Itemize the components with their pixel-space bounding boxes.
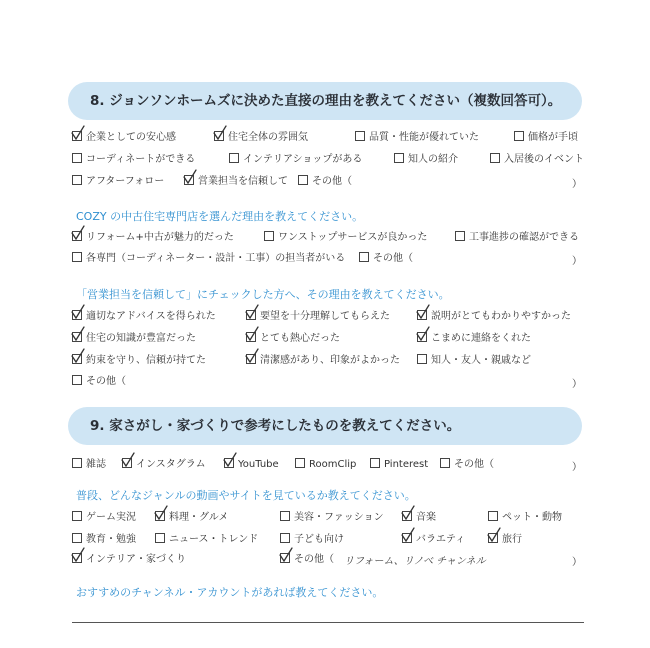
option-biyo[interactable] — [280, 511, 384, 524]
question-recommend: おすすめのチャンネル・アカウントがあれば教えてください。 — [76, 586, 384, 599]
option-label: その他（ — [294, 554, 334, 565]
option-label: 旅行 — [502, 534, 522, 545]
option-chijin[interactable] — [394, 153, 458, 166]
answer-line — [72, 622, 584, 623]
option-seiketsu[interactable] — [246, 354, 400, 367]
check-mark-icon — [70, 547, 86, 563]
checkbox[interactable] — [72, 375, 82, 385]
checkbox[interactable] — [246, 310, 256, 320]
option-ongaku[interactable] — [402, 511, 436, 524]
check-mark-icon — [415, 304, 431, 320]
option-pinterest[interactable] — [370, 458, 428, 471]
checkbox[interactable] — [417, 310, 427, 320]
option-label: RoomClip — [309, 459, 357, 470]
option-other[interactable] — [359, 252, 413, 265]
option-ryoko[interactable] — [488, 533, 522, 546]
option-interior[interactable] — [72, 553, 186, 566]
option-label: 入居後のイベント — [504, 154, 584, 165]
checkbox[interactable] — [224, 458, 234, 468]
question-cozy: COZY の中古住宅専門店を選んだ理由を教えてください。 — [76, 210, 364, 223]
option-label: 知人・友人・親戚など — [431, 355, 531, 366]
option-hinshitsu[interactable] — [355, 131, 479, 144]
option-label: ニュース・トレンド — [169, 534, 259, 545]
checkbox[interactable] — [359, 252, 369, 262]
checkbox[interactable] — [417, 354, 427, 364]
check-mark-icon — [120, 452, 136, 468]
checkbox[interactable] — [264, 231, 274, 241]
check-mark-icon — [182, 169, 198, 185]
option-label: 約束を守り、信頼が持てた — [86, 355, 206, 366]
checkbox[interactable] — [402, 533, 412, 543]
checkbox[interactable] — [122, 458, 132, 468]
check-mark-icon — [400, 527, 416, 543]
check-mark-icon — [70, 125, 86, 141]
check-mark-icon — [415, 326, 431, 342]
option-event[interactable] — [490, 153, 584, 166]
checkbox[interactable] — [72, 175, 82, 185]
question-sales: 「営業担当を信頼して」にチェックした方へ、その理由を教えてください。 — [76, 288, 450, 301]
option-label: その他（ — [373, 253, 413, 264]
checkbox[interactable] — [246, 354, 256, 364]
option-label: その他（ — [454, 459, 494, 470]
checkbox[interactable] — [394, 153, 404, 163]
option-label: 知人の紹介 — [408, 154, 458, 165]
option-advice[interactable] — [72, 310, 216, 323]
option-yobo[interactable] — [246, 310, 390, 323]
checkbox[interactable] — [440, 458, 450, 468]
check-mark-icon — [70, 348, 86, 364]
checkbox[interactable] — [402, 511, 412, 521]
checkbox[interactable] — [370, 458, 380, 468]
checkbox[interactable] — [72, 252, 82, 262]
option-variety[interactable] — [402, 533, 465, 546]
check-mark-icon — [70, 326, 86, 342]
option-fun-iki[interactable] — [214, 131, 308, 144]
check-mark-icon — [70, 225, 86, 241]
option-label: Pinterest — [384, 459, 429, 470]
checkbox[interactable] — [488, 511, 498, 521]
checkbox[interactable] — [72, 153, 82, 163]
check-mark-icon — [400, 505, 416, 521]
option-reform-chuko[interactable] — [72, 231, 234, 244]
check-mark-icon — [244, 326, 260, 342]
option-label: 子ども向け — [294, 534, 344, 545]
check-mark-icon — [486, 527, 502, 543]
option-other[interactable] — [298, 175, 352, 188]
option-kodomo[interactable] — [280, 533, 344, 546]
checkbox[interactable] — [72, 231, 82, 241]
option-label: 工事進捗の確認ができる — [469, 232, 579, 243]
checkbox[interactable] — [72, 354, 82, 364]
checkbox[interactable] — [280, 533, 290, 543]
option-other[interactable] — [440, 458, 494, 471]
checkbox[interactable] — [155, 533, 165, 543]
option-anshinkan[interactable] — [72, 131, 176, 144]
option-label: コーディネートができる — [86, 154, 196, 165]
option-label: 企業としての安心感 — [86, 132, 176, 143]
check-mark-icon — [222, 452, 238, 468]
other-close-paren: ） — [572, 256, 582, 267]
option-label: インテリアショップがある — [243, 154, 363, 165]
option-coordinate[interactable] — [72, 153, 195, 166]
option-label: こまめに連絡をくれた — [431, 333, 531, 344]
checkbox[interactable] — [229, 153, 239, 163]
option-label: ワンストップサービスが良かった — [278, 232, 428, 243]
option-other[interactable] — [72, 375, 126, 388]
option-label: 美容・ファッション — [294, 512, 384, 523]
checkbox[interactable] — [514, 131, 524, 141]
check-mark-icon — [244, 348, 260, 364]
other-close-paren: ） — [572, 179, 582, 190]
option-chijin-yujin[interactable] — [417, 354, 531, 367]
option-label: その他（ — [312, 176, 352, 187]
option-label: バラエティ — [416, 534, 466, 545]
option-renraku[interactable] — [417, 332, 531, 345]
option-label: 価格が手頃 — [528, 132, 578, 143]
option-nesshin[interactable] — [246, 332, 340, 345]
checkbox[interactable] — [155, 511, 165, 521]
option-eigyo[interactable] — [184, 175, 288, 188]
option-senmon[interactable] — [72, 252, 345, 265]
option-roomclip[interactable] — [295, 458, 356, 471]
option-label: 料理・グルメ — [169, 512, 229, 523]
checkbox[interactable] — [298, 175, 308, 185]
option-news[interactable] — [155, 533, 258, 546]
option-label: 住宅の知識が豊富だった — [86, 333, 196, 344]
option-chishiki[interactable] — [72, 332, 196, 345]
checkbox[interactable] — [280, 511, 290, 521]
other-close-paren: ） — [572, 557, 582, 568]
option-other[interactable] — [280, 553, 334, 566]
checkbox[interactable] — [72, 310, 82, 320]
option-label: とても熱心だった — [260, 333, 340, 344]
option-label: 説明がとてもわかりやすかった — [431, 311, 571, 322]
option-label: 品質・性能が優れていた — [369, 132, 479, 143]
option-label: 要望を十分理解してもらえた — [260, 311, 390, 322]
question-8-title: 8. ジョンソンホームズに決めた直接の理由を教えてください（複数回答可）。 — [68, 82, 582, 120]
checkbox[interactable] — [214, 131, 224, 141]
option-label: 教育・勉強 — [86, 534, 136, 545]
option-kakaku[interactable] — [514, 131, 578, 144]
check-mark-icon — [278, 547, 294, 563]
checkbox[interactable] — [355, 131, 365, 141]
option-game[interactable] — [72, 511, 136, 524]
other-close-paren: ） — [572, 462, 582, 473]
checkbox[interactable] — [184, 175, 194, 185]
checkbox[interactable] — [72, 332, 82, 342]
option-youtube[interactable] — [224, 458, 279, 471]
option-ryori[interactable] — [155, 511, 228, 524]
option-label: 清潔感があり、印象がよかった — [260, 355, 400, 366]
checkbox[interactable] — [488, 533, 498, 543]
checkbox[interactable] — [455, 231, 465, 241]
option-label: 住宅全体の雰囲気 — [228, 132, 308, 143]
checkbox[interactable] — [72, 533, 82, 543]
check-mark-icon — [70, 304, 86, 320]
check-mark-icon — [212, 125, 228, 141]
option-label: その他（ — [86, 376, 126, 387]
option-one-stop[interactable] — [264, 231, 427, 244]
other-close-paren: ） — [572, 379, 582, 390]
checkbox[interactable] — [72, 553, 82, 563]
option-label: YouTube — [238, 459, 279, 470]
option-label: 営業担当を信頼して — [198, 176, 288, 187]
option-label: アフターフォロー — [86, 176, 165, 187]
option-zasshi[interactable] — [72, 458, 106, 471]
option-yakusoku[interactable] — [72, 354, 206, 367]
checkbox[interactable] — [417, 332, 427, 342]
checkbox[interactable] — [280, 553, 290, 563]
checkbox[interactable] — [490, 153, 500, 163]
option-label: 適切なアドバイスを得られた — [86, 311, 216, 322]
option-label: ゲーム実況 — [86, 512, 136, 523]
option-instagram[interactable] — [122, 458, 206, 471]
checkbox[interactable] — [246, 332, 256, 342]
check-mark-icon — [153, 505, 169, 521]
checkbox[interactable] — [72, 511, 82, 521]
option-interior-shop[interactable] — [229, 153, 362, 166]
checkbox[interactable] — [72, 458, 82, 468]
check-mark-icon — [244, 304, 260, 320]
question-genre: 普段、どんなジャンルの動画やサイトを見ているか教えてください。 — [76, 489, 416, 502]
option-label: ペット・動物 — [502, 512, 562, 523]
checkbox[interactable] — [72, 131, 82, 141]
option-label: インテリア・家づくり — [86, 554, 186, 565]
other-handwritten-answer: リフォーム、リノベ チャンネル — [344, 556, 486, 567]
checkbox[interactable] — [295, 458, 305, 468]
option-shinchoku[interactable] — [455, 231, 579, 244]
option-label: 各専門（コーディネーター・設計・工事）の担当者がいる — [86, 253, 346, 264]
option-label: リフォーム+中古が魅力的だった — [86, 232, 234, 243]
option-label: インスタグラム — [136, 459, 206, 470]
option-kyoiku[interactable] — [72, 533, 136, 546]
option-label: 雑誌 — [86, 459, 106, 470]
option-label: 音楽 — [416, 512, 436, 523]
option-after-follow[interactable] — [72, 175, 164, 188]
option-setsumei[interactable] — [417, 310, 571, 323]
option-pet[interactable] — [488, 511, 562, 524]
question-9-title: 9. 家さがし・家づくりで参考にしたものを教えてください。 — [68, 407, 582, 445]
